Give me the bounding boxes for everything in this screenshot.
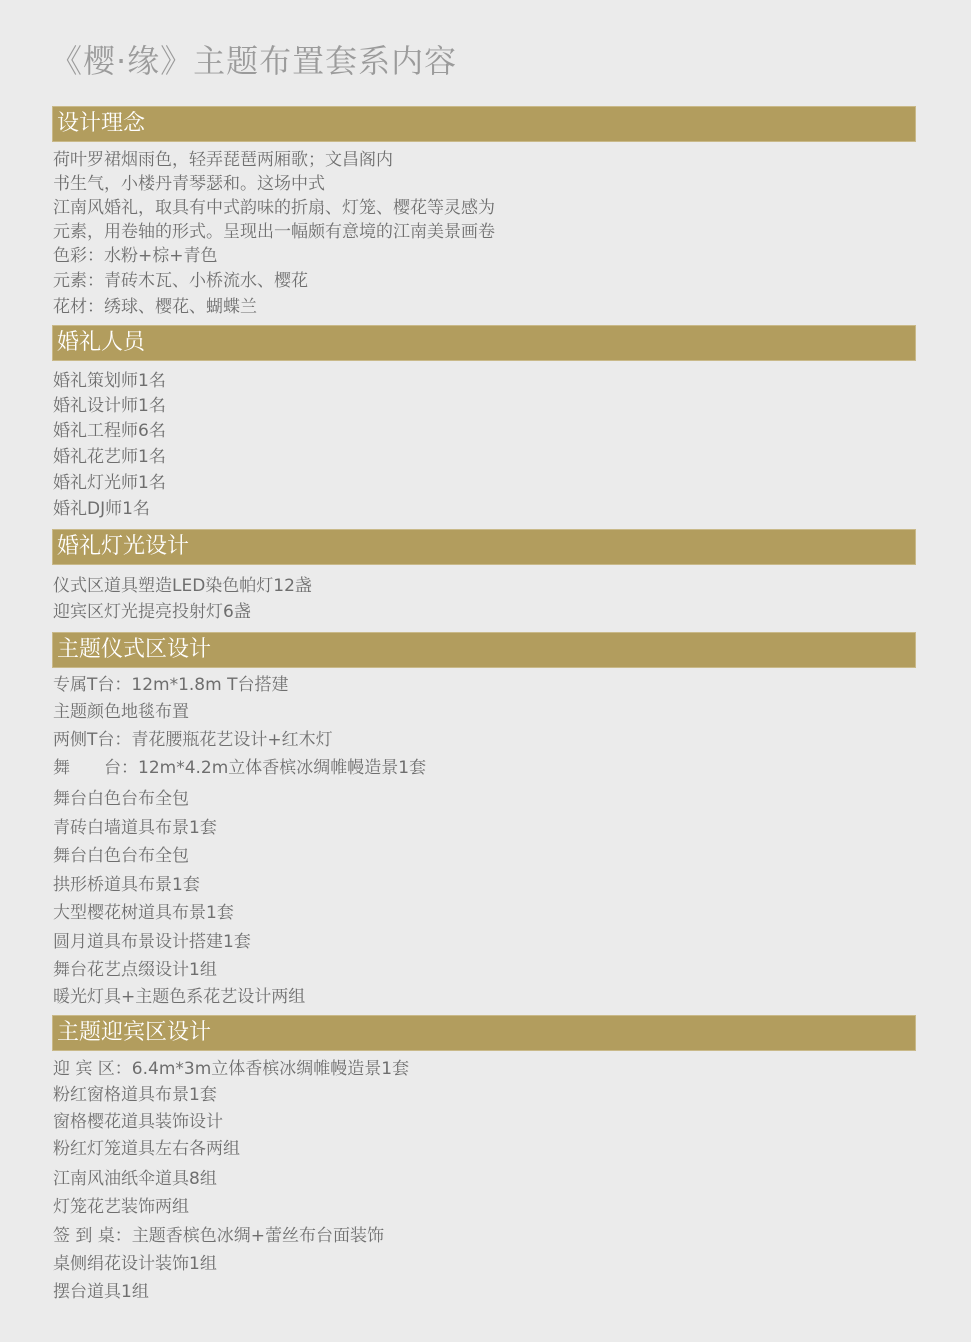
ceremony-line: 暖光灯具+主题色系花艺设计两组	[53, 987, 306, 1007]
reception-line: 签 到 桌：主题香槟色冰绸+蕾丝布台面装饰	[53, 1226, 385, 1246]
section-header-reception: 主题迎宾区设计	[52, 1015, 916, 1051]
reception-line: 灯笼花艺装饰两组	[53, 1197, 189, 1217]
section-header-staff: 婚礼人员	[52, 325, 916, 361]
lighting-line: 迎宾区灯光提亮投射灯6盏	[53, 602, 251, 622]
reception-line: 桌侧绢花设计装饰1组	[53, 1254, 217, 1274]
design-concept-colors: 色彩：水粉+棕+青色	[53, 246, 218, 266]
ceremony-line: 舞台花艺点缀设计1组	[53, 960, 217, 980]
reception-line: 摆台道具1组	[53, 1282, 149, 1302]
ceremony-line: 舞台白色台布全包	[53, 846, 189, 866]
ceremony-line: 专属T台：12m*1.8m T台搭建	[53, 675, 289, 695]
design-concept-flowers: 花材：绣球、樱花、蝴蝶兰	[53, 297, 257, 317]
section-header-design-concept: 设计理念	[52, 106, 916, 142]
reception-line: 迎 宾 区：6.4m*3m立体香槟冰绸帷幔造景1套	[53, 1059, 410, 1079]
ceremony-line: 舞台白色台布全包	[53, 789, 189, 809]
staff-line: 婚礼设计师1名	[53, 396, 166, 416]
ceremony-line: 拱形桥道具布景1套	[53, 875, 200, 895]
reception-line: 窗格樱花道具装饰设计	[53, 1112, 223, 1132]
section-header-ceremony: 主题仪式区设计	[52, 632, 916, 668]
reception-line: 粉红灯笼道具左右各两组	[53, 1139, 240, 1159]
reception-line: 粉红窗格道具布景1套	[53, 1085, 217, 1105]
staff-line: 婚礼DJ师1名	[53, 499, 150, 519]
ceremony-line: 舞 台：12m*4.2m立体香槟冰绸帷幔造景1套	[53, 758, 427, 778]
ceremony-line: 青砖白墙道具布景1套	[53, 818, 217, 838]
ceremony-line: 两侧T台：青花腰瓶花艺设计+红木灯	[53, 730, 333, 750]
lighting-line: 仪式区道具塑造LED染色帕灯12盏	[53, 576, 312, 596]
reception-line: 江南风油纸伞道具8组	[53, 1169, 217, 1189]
ceremony-line: 圆月道具布景设计搭建1套	[53, 932, 251, 952]
design-concept-line: 江南风婚礼，取具有中式韵味的折扇、灯笼、樱花等灵感为	[53, 198, 495, 218]
design-concept-line: 元素，用卷轴的形式。呈现出一幅颇有意境的江南美景画卷	[53, 222, 495, 242]
design-concept-elements: 元素：青砖木瓦、小桥流水、樱花	[53, 271, 308, 291]
staff-line: 婚礼工程师6名	[53, 421, 166, 441]
ceremony-line: 大型樱花树道具布景1套	[53, 903, 234, 923]
page-title: 《樱·缘》主题布置套系内容	[50, 42, 458, 80]
design-concept-line: 荷叶罗裙烟雨色，轻弄琵琶两厢歌；文昌阁内	[53, 150, 393, 170]
staff-line: 婚礼灯光师1名	[53, 473, 166, 493]
ceremony-line: 主题颜色地毯布置	[53, 702, 189, 722]
section-header-lighting: 婚礼灯光设计	[52, 529, 916, 565]
design-concept-line: 书生气，小楼丹青琴瑟和。这场中式	[53, 174, 325, 194]
staff-line: 婚礼花艺师1名	[53, 447, 166, 467]
staff-line: 婚礼策划师1名	[53, 371, 166, 391]
